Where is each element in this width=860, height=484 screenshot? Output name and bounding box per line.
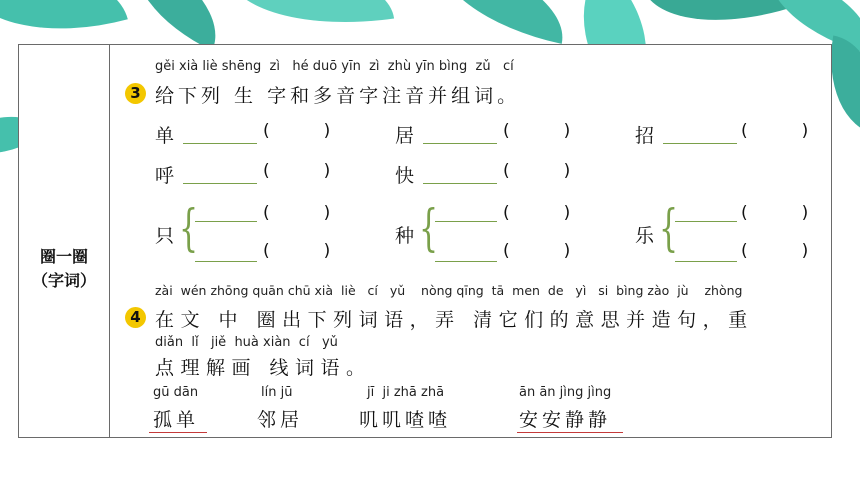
word-pinyin: jī ji zhā zhā — [367, 385, 445, 400]
q3-multi-char: 乐 — [635, 225, 655, 247]
answer-blank[interactable] — [183, 143, 257, 144]
section-label-line1: 圈一圈 — [39, 247, 88, 266]
q4-number-badge: 4 — [125, 307, 146, 328]
q4-pinyin-line2: diǎn lǐ jiě huà xiàn cí yǔ — [155, 335, 338, 350]
q3-instruction: 给下列 生 字和多音字注音并组词。 — [155, 85, 521, 107]
answer-blank[interactable] — [435, 261, 497, 262]
pinyin-paren[interactable]: ( ) — [741, 241, 809, 261]
q4-instruction-line1: 在文 中 圈出下列词语，弄 清它们的意思并造句，重 — [155, 309, 754, 331]
q3-char: 招 — [635, 125, 655, 147]
pinyin-paren[interactable]: ( ) — [263, 203, 331, 223]
exercise-card — [18, 44, 832, 438]
q3-char: 快 — [395, 165, 415, 187]
left-column — [19, 45, 110, 437]
brace-icon: { — [419, 199, 439, 257]
answer-blank[interactable] — [663, 143, 737, 144]
section-label — [19, 245, 109, 293]
answer-blank[interactable] — [423, 183, 497, 184]
q3-number-badge: 3 — [125, 83, 146, 104]
pinyin-paren[interactable]: ( ) — [263, 241, 331, 261]
q3-multi-char: 种 — [395, 225, 415, 247]
pinyin-paren[interactable]: ( ) — [503, 203, 571, 223]
word-pinyin: gū dān — [153, 385, 199, 400]
pinyin-paren[interactable]: ( ) — [503, 241, 571, 261]
pinyin-paren[interactable]: ( ) — [503, 121, 571, 141]
section-label-line2: （字词） — [31, 271, 96, 290]
word-pinyin: lín jū — [261, 385, 293, 400]
q3-char: 单 — [155, 125, 175, 147]
leaf-decoration — [112, 0, 237, 50]
q4-pinyin-line1: zài wén zhōng quān chū xià liè cí yǔ nòng qīng tā men de yì si bìng zào jù zhòng — [155, 283, 743, 298]
pinyin-paren[interactable]: ( ) — [263, 161, 331, 181]
brace-icon: { — [179, 199, 199, 257]
q3-char: 居 — [395, 125, 415, 147]
pinyin-paren[interactable]: ( ) — [263, 121, 331, 141]
word-underline — [149, 432, 207, 433]
q4-instruction-line2: 点理解画 线词语。 — [155, 357, 372, 379]
brace-icon: { — [659, 199, 679, 257]
answer-blank[interactable] — [423, 143, 497, 144]
word-text: 安安静静 — [519, 409, 612, 431]
q3-multi-char: 只 — [155, 225, 175, 247]
word-text: 叽叽喳喳 — [359, 409, 452, 431]
pinyin-paren[interactable]: ( ) — [503, 161, 571, 181]
pinyin-paren[interactable]: ( ) — [741, 203, 809, 223]
answer-blank[interactable] — [435, 221, 497, 222]
leaf-decoration — [425, 0, 575, 44]
q3-char: 呼 — [155, 165, 175, 187]
leaf-decoration — [226, 0, 394, 41]
word-pinyin: ān ān jìng jìng — [519, 385, 612, 400]
pinyin-paren[interactable]: ( ) — [741, 121, 809, 141]
word-text: 邻居 — [257, 409, 304, 431]
answer-blank[interactable] — [195, 261, 257, 262]
answer-blank[interactable] — [675, 221, 737, 222]
q3-pinyin: gěi xià liè shēng zì hé duō yīn zì zhù yīn bìng zǔ cí — [155, 59, 514, 74]
word-underline — [517, 432, 623, 433]
word-text: 孤单 — [153, 409, 200, 431]
answer-blank[interactable] — [195, 221, 257, 222]
answer-blank[interactable] — [675, 261, 737, 262]
answer-blank[interactable] — [183, 183, 257, 184]
